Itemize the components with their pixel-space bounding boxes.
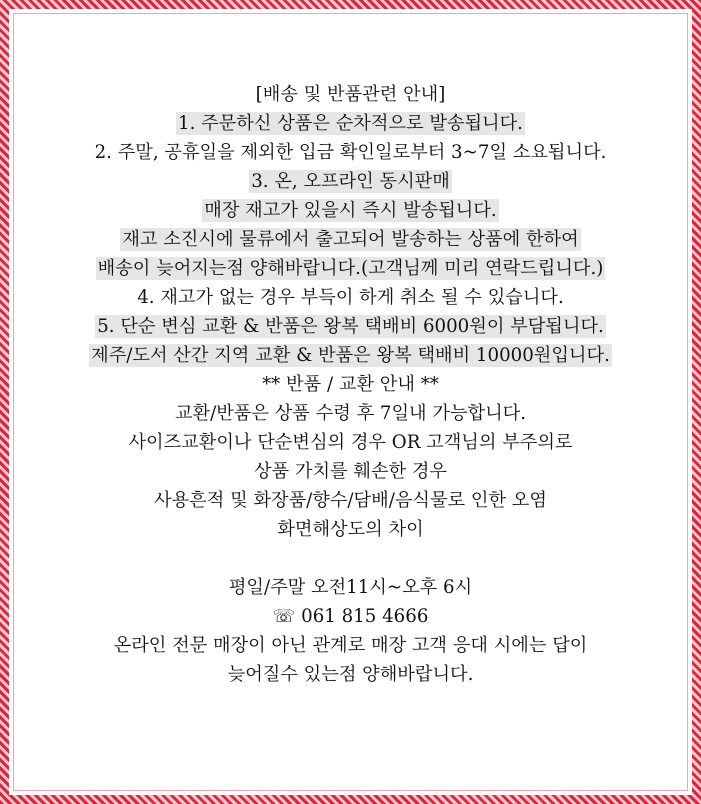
notice-line bbox=[14, 631, 687, 660]
notice-line bbox=[14, 254, 687, 283]
notice-text: 사이즈교환이나 단순변심의 경우 OR 고객님의 부주의로 bbox=[128, 432, 573, 453]
notice-text: 상품 가치를 훼손한 경우 bbox=[253, 461, 448, 482]
notice-line bbox=[14, 138, 687, 167]
notice-line bbox=[14, 283, 687, 312]
notice-line bbox=[14, 602, 687, 631]
notice-line bbox=[14, 341, 687, 370]
notice-text: 매장 재고가 있을시 즉시 발송됩니다. bbox=[204, 200, 497, 221]
notice-line bbox=[14, 486, 687, 515]
notice-line bbox=[14, 399, 687, 428]
notice-line bbox=[14, 225, 687, 254]
blank-line bbox=[14, 544, 687, 573]
notice-line bbox=[14, 109, 687, 138]
notice-line bbox=[14, 428, 687, 457]
notice-text: 3. 온, 오프라인 동시판매 bbox=[251, 171, 450, 192]
notice-line bbox=[14, 370, 687, 399]
notice-text: 온라인 전문 매장이 아닌 관계로 매장 고객 응대 시에는 답이 bbox=[113, 635, 588, 656]
notice-line bbox=[14, 457, 687, 486]
notice-line bbox=[14, 167, 687, 196]
notice-text: 사용흔적 및 화장품/향수/담배/음식물로 인한 오염 bbox=[154, 490, 547, 511]
notice-text: 2. 주말, 공휴일을 제외한 입금 확인일로부터 3~7일 소요됩니다. bbox=[94, 142, 607, 163]
notice-text: 제주/도서 산간 지역 교환 & 반품은 왕복 택배비 10000원입니다. bbox=[91, 345, 610, 366]
notice-text: 화면해상도의 차이 bbox=[277, 519, 424, 540]
notice-line bbox=[14, 312, 687, 341]
notice-text: 재고 소진시에 물류에서 출고되어 발송하는 상품에 한하여 bbox=[122, 229, 579, 250]
notice-text: 배송이 늦어지는점 양해바랍니다.(고객님께 미리 연락드립니다.) bbox=[97, 258, 604, 279]
notice-line bbox=[14, 80, 687, 109]
notice-text: [배송 및 반품관련 안내] bbox=[255, 84, 446, 105]
notice-text: 4. 재고가 없는 경우 부득이 하게 취소 될 수 있습니다. bbox=[137, 287, 564, 308]
notice-line bbox=[14, 196, 687, 225]
notice-line bbox=[14, 660, 687, 689]
notice-text: ** 반품 / 교환 안내 ** bbox=[262, 374, 439, 395]
notice-text: 1. 주문하신 상품은 순차적으로 발송됩니다. bbox=[178, 113, 523, 134]
notice-text bbox=[349, 547, 353, 570]
notice-text: 교환/반품은 상품 수령 후 7일내 가능합니다. bbox=[174, 403, 527, 424]
notice-text: 늦어질수 있는점 양해바랍니다. bbox=[227, 664, 474, 685]
phone-number: ☏ 061 815 4666 bbox=[272, 606, 429, 627]
notice-line bbox=[14, 515, 687, 544]
notice-text: 5. 단순 변심 교환 & 반품은 왕복 택배비 6000원이 부담됩니다. bbox=[97, 316, 604, 337]
business-hours: 평일/주말 오전11시~오후 6시 bbox=[228, 577, 473, 598]
notice-line bbox=[14, 573, 687, 602]
shipping-return-notice bbox=[14, 80, 687, 689]
